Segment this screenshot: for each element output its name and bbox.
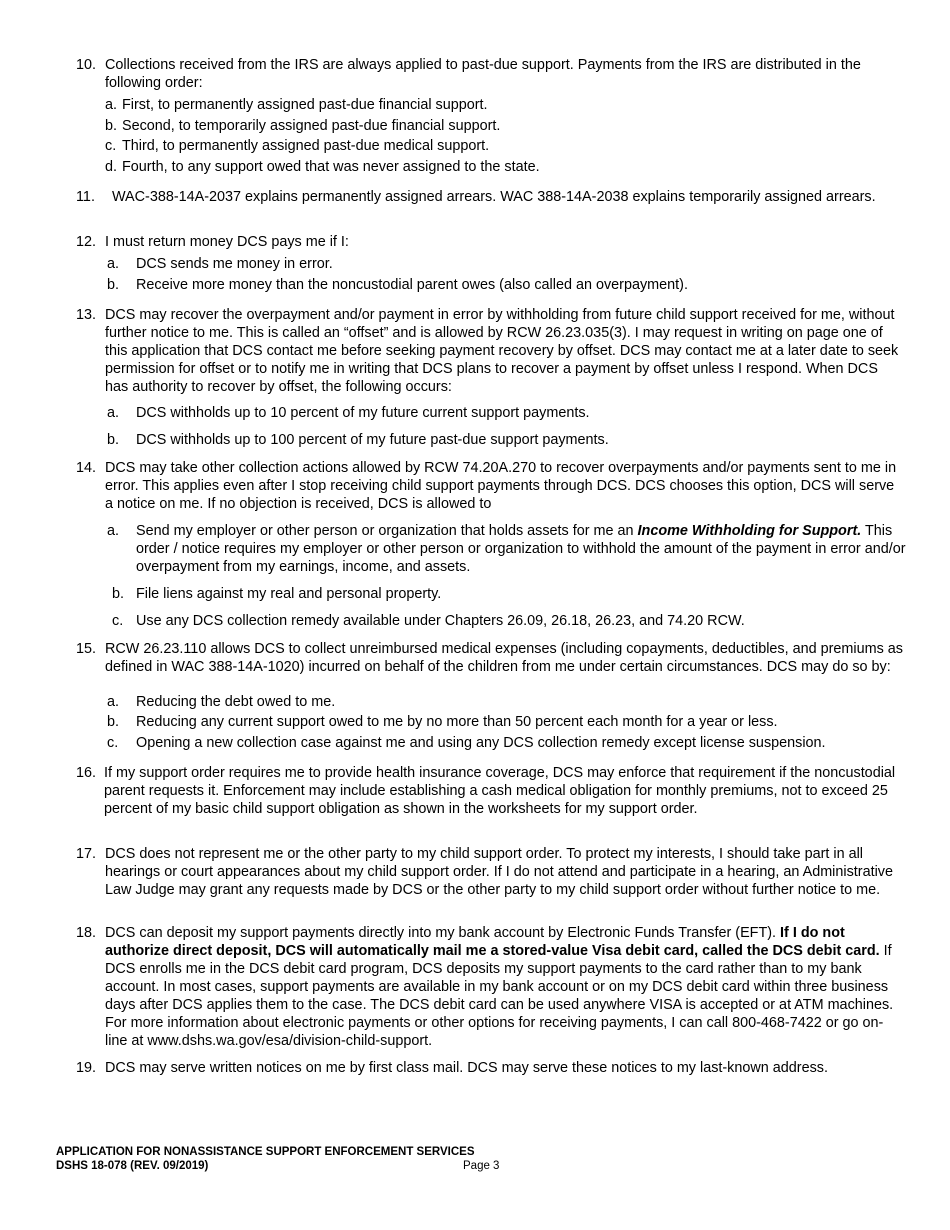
item-number: 14. xyxy=(76,460,97,476)
item-text: I must return money DCS pays me if I: xyxy=(105,234,349,250)
item-number: 15. xyxy=(76,641,97,657)
item-number: 10. xyxy=(76,57,97,73)
sub-text: Opening a new collection case against me and using any DCS collection remedy except license suspension. xyxy=(136,735,826,751)
form-number: DSHS 18-078 (REV. 09/2019) xyxy=(56,1160,209,1172)
item-text: DCS may serve written notices on me by first class mail. DCS may serve these notices to my last-known address. xyxy=(105,1060,828,1076)
item-number: 17. xyxy=(76,846,97,862)
sub-text: Use any DCS collection remedy available under Chapters 26.09, 26.18, 26.23, and 74.20 RCW. xyxy=(136,613,745,629)
item-number: 18. xyxy=(76,925,97,941)
sub-letter: a. xyxy=(107,694,120,710)
sub-text: DCS withholds up to 10 percent of my future current support payments. xyxy=(136,405,590,421)
sub-text: Send my employer or other person or organization that holds assets for me an Income Withholding for Support. This order / notice requires my employer or other person or organization to withhold the amount of the payment in error and/or overpayment from my earnings, income, and assets. xyxy=(136,523,906,575)
sub-text: Second, to temporarily assigned past-due financial support. xyxy=(122,118,501,134)
item-text: Collections received from the IRS are always applied to past-due support. Payments from the IRS are distributed in the following order: xyxy=(105,57,861,91)
sub-text: File liens against my real and personal property. xyxy=(136,586,442,602)
item-text: RCW 26.23.110 allows DCS to collect unreimbursed medical expenses (including copayments, deductibles, and premiums as defined in WAC 388-14A-1020) incurred on behalf of the children from me under certain circumstances. DCS may do so by: xyxy=(105,641,903,675)
sub-text: Receive more money than the noncustodial parent owes (also called an overpayment). xyxy=(136,277,688,293)
sub-letter: c. xyxy=(112,613,124,629)
sub-text: Fourth, to any support owed that was never assigned to the state. xyxy=(122,159,540,175)
item-number: 16. xyxy=(76,765,97,781)
form-footer xyxy=(56,1145,475,1173)
item-number: 11. xyxy=(76,189,95,205)
sub-letter: b. xyxy=(105,118,118,134)
sub-letter: b. xyxy=(107,277,120,293)
item-text: WAC-388-14A-2037 explains permanently assigned arrears. WAC 388-14A-2038 explains temporarily assigned arrears. xyxy=(112,189,876,205)
item-text: DCS does not represent me or the other party to my child support order. To protect my interests, I should take part in all hearings or court appearances about my child support order. If I do not attend and participate in a hearing, an Administrative Law Judge may grant any requests made by DCS or the other party to my child support order without further notice to me. xyxy=(105,846,893,898)
form-title: APPLICATION FOR NONASSISTANCE SUPPORT ENFORCEMENT SERVICES xyxy=(56,1146,475,1158)
sub-letter: d. xyxy=(105,159,118,175)
sub-letter: a. xyxy=(107,405,120,421)
item-text: DCS may take other collection actions allowed by RCW 74.20A.270 to recover overpayments and/or payments sent to me in error. This applies even after I stop receiving child support payments through DCS. DCS chooses this option, DCS will serve a notice on me. If no objection is received, DCS is allowed to xyxy=(105,460,897,512)
sub-text: DCS sends me money in error. xyxy=(136,256,333,272)
item-text: DCS can deposit my support payments directly into my bank account by Electronic Funds Transfer (EFT). If I do not authorize direct deposit, DCS will automatically mail me a stored-value Visa debit card, called the DCS debit card. If DCS enrolls me in the DCS debit card program, DCS deposits my support payments to the card rather than to my bank account. In most cases, support payments are available in my bank account or on my DCS debit card within three business days after DCS applies them to the case. The DCS debit card can be used anywhere VISA is accepted or at ATM machines. For more information about electronic payments or other options for receiving payments, I can call 800-468-7422 or go on-line at www.dshs.wa.gov/esa/division-child-support. xyxy=(105,925,894,1049)
sub-letter: b. xyxy=(107,714,120,730)
page-number: Page 3 xyxy=(463,1160,500,1172)
debit-card-notice: If I do not authorize direct deposit, DCS will automatically mail me a stored-value Visa debit card, called the DCS debit card. xyxy=(105,925,880,959)
sub-text: First, to permanently assigned past-due financial support. xyxy=(122,97,488,113)
item-number: 19. xyxy=(76,1060,97,1076)
sub-text: Reducing the debt owed to me. xyxy=(136,694,336,710)
item-number: 12. xyxy=(76,234,97,250)
sub-letter: a. xyxy=(105,97,118,113)
item-text: DCS may recover the overpayment and/or payment in error by withholding from future child support received for me, without further notice to me. This is called an “offset” and is allowed by RCW 26.23.035(3). I may request in writing on page one of this application that DCS contact me before seeking payment recovery by offset. DCS may contact me at a later date to seek permission for offset or to notify me in writing that DCS plans to recover a payment by offset unless I respond. When DCS has authority to recover by offset, the following occurs: xyxy=(105,307,899,395)
sub-letter: b. xyxy=(107,432,120,448)
sub-text: Third, to permanently assigned past-due medical support. xyxy=(122,138,490,154)
sub-letter: c. xyxy=(105,138,117,154)
sub-letter: c. xyxy=(107,735,119,751)
income-withholding-term: Income Withholding for Support. xyxy=(637,523,862,539)
sub-letter: a. xyxy=(107,256,120,272)
sub-letter: b. xyxy=(112,586,125,602)
item-text: If my support order requires me to provide health insurance coverage, DCS may enforce that requirement if the noncustodial parent requests it. Enforcement may include establishing a cash medical obligation for monthly premiums, not to exceed 25 percent of my basic child support obligation as shown in the worksheets for my support order. xyxy=(104,765,896,817)
item-number: 13. xyxy=(76,307,97,323)
sub-letter: a. xyxy=(107,523,120,539)
sub-text: Reducing any current support owed to me by no more than 50 percent each month for a year or less. xyxy=(136,714,778,730)
sub-text: DCS withholds up to 100 percent of my future past-due support payments. xyxy=(136,432,609,448)
